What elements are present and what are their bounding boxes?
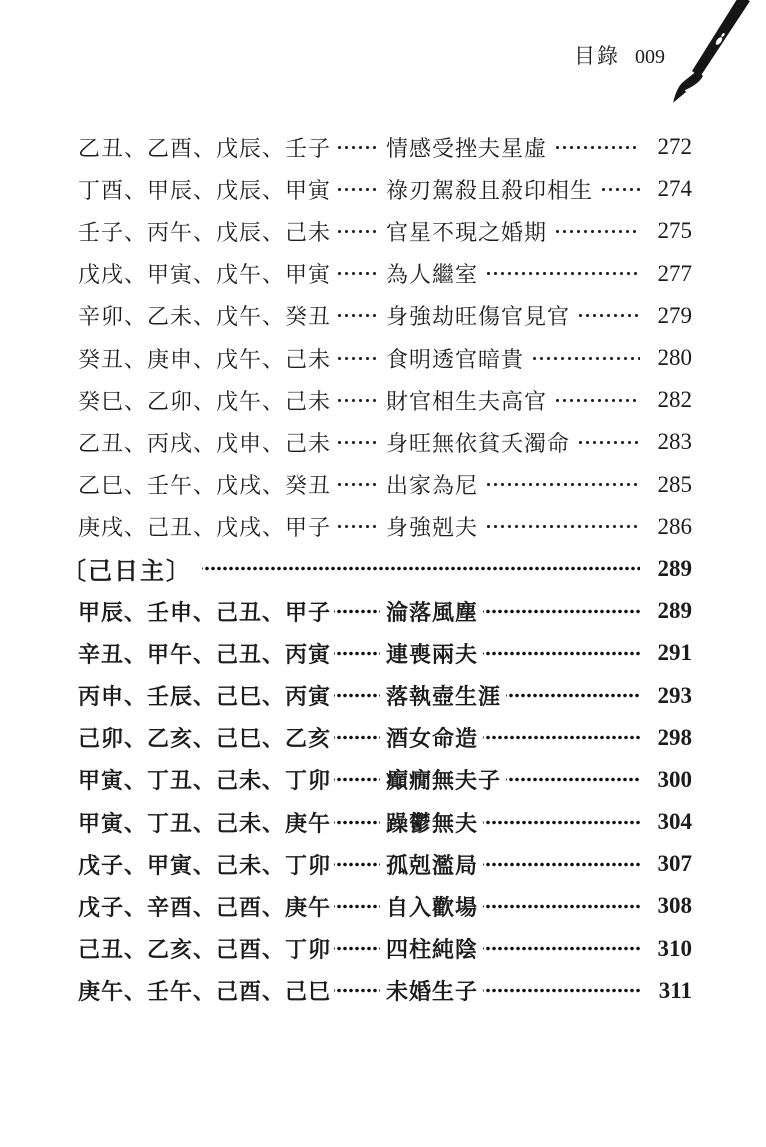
leader-dots <box>529 354 640 362</box>
toc-entry <box>62 632 692 674</box>
separator-dots <box>334 354 380 362</box>
toc-entry <box>62 464 692 506</box>
entry-title: 落執壺生涯 <box>386 684 502 710</box>
separator-dots <box>334 607 380 615</box>
entry-title: 身強劫旺傷官見官 <box>386 304 571 330</box>
entry-page-number: 283 <box>657 429 692 455</box>
leader-dots <box>598 185 640 193</box>
toc-entry <box>62 337 692 379</box>
leader-dots <box>483 902 640 910</box>
entry-title: 為人繼室 <box>386 262 479 288</box>
page-title: 目錄 <box>574 44 620 68</box>
entry-title: 癲癇無夫子 <box>386 768 502 794</box>
entry-page-number: 311 <box>658 977 692 1003</box>
entry-pillars: 己丑、乙亥、己酉、丁卯 <box>78 937 332 963</box>
leader-dots <box>575 438 640 446</box>
entry-pillars: 甲寅、丁丑、己未、庚午 <box>78 810 332 836</box>
separator-dots <box>334 734 380 742</box>
section-label: 〔己日主〕 <box>62 559 192 586</box>
entry-pillars: 丁酉、甲辰、戊辰、甲寅 <box>78 177 332 203</box>
entry-page-number: 298 <box>657 724 692 750</box>
entry-pillars: 庚午、壬午、己酉、己巳 <box>78 979 332 1005</box>
entry-pillars: 戊子、甲寅、己未、丁卯 <box>78 852 332 878</box>
entry-page-number: 310 <box>657 935 692 961</box>
entry-page-number: 279 <box>657 302 692 328</box>
separator-dots <box>334 945 380 953</box>
toc-entry <box>62 928 692 970</box>
separator-dots <box>334 523 380 531</box>
leader-dots <box>483 945 640 953</box>
entry-page-number: 293 <box>657 682 692 708</box>
toc-section-header <box>62 548 692 590</box>
entry-title: 未婚生子 <box>386 979 479 1005</box>
entry-title: 躁鬱無夫 <box>386 810 479 836</box>
entry-page-number: 286 <box>657 513 692 539</box>
toc-list <box>62 126 692 1012</box>
entry-title: 孤剋濫局 <box>386 852 479 878</box>
calligraphy-brush-icon <box>666 0 766 115</box>
leader-dots <box>483 523 640 531</box>
entry-page-number: 289 <box>657 598 692 624</box>
entry-pillars: 壬子、丙午、戊辰、己未 <box>78 219 332 245</box>
toc-entry <box>62 885 692 927</box>
entry-title: 官星不現之婚期 <box>386 219 548 245</box>
separator-dots <box>334 438 380 446</box>
leader-dots <box>483 270 640 278</box>
entry-page-number: 289 <box>657 555 692 581</box>
entry-page-number: 272 <box>657 134 692 160</box>
entry-title: 四柱純陰 <box>386 937 479 963</box>
entry-page-number: 282 <box>657 387 692 413</box>
entry-title: 祿刃駕殺且殺印相生 <box>386 177 594 203</box>
page-header <box>574 40 665 70</box>
entry-title: 連喪兩夫 <box>386 641 479 667</box>
header-page-number: 009 <box>635 46 665 68</box>
entry-page-number: 274 <box>657 176 692 202</box>
entry-pillars: 甲寅、丁丑、己未、丁卯 <box>78 768 332 794</box>
toc-entry <box>62 717 692 759</box>
separator-dots <box>334 396 380 404</box>
entry-pillars: 甲辰、壬申、己丑、甲子 <box>78 599 332 625</box>
separator-dots <box>334 692 380 700</box>
entry-pillars: 乙丑、丙戌、戊申、己未 <box>78 430 332 456</box>
leader-dots <box>506 776 640 784</box>
toc-entry <box>62 379 692 421</box>
entry-pillars: 乙丑、乙酉、戊辰、壬子 <box>78 135 332 161</box>
entry-title: 身旺無依貧夭濁命 <box>386 430 571 456</box>
leader-dots <box>552 396 640 404</box>
entry-pillars: 癸丑、庚申、戊午、己未 <box>78 346 332 372</box>
entry-pillars: 丙申、壬辰、己巳、丙寅 <box>78 684 332 710</box>
separator-dots <box>334 312 380 320</box>
entry-pillars: 癸巳、乙卯、戊午、己未 <box>78 388 332 414</box>
toc-entry <box>62 421 692 463</box>
entry-pillars: 戊子、辛酉、己酉、庚午 <box>78 894 332 920</box>
entry-page-number: 291 <box>657 640 692 666</box>
toc-entry <box>62 759 692 801</box>
entry-pillars: 庚戌、己丑、戊戌、甲子 <box>78 515 332 541</box>
entry-title: 出家為尼 <box>386 473 479 499</box>
entry-page-number: 277 <box>657 260 692 286</box>
entry-page-number: 280 <box>657 345 692 371</box>
separator-dots <box>334 987 380 995</box>
entry-page-number: 275 <box>657 218 692 244</box>
entry-pillars: 辛丑、甲午、己丑、丙寅 <box>78 641 332 667</box>
entry-page-number: 304 <box>657 809 692 835</box>
leader-dots <box>575 312 640 320</box>
entry-page-number: 300 <box>657 766 692 792</box>
toc-entry <box>62 970 692 1012</box>
toc-entry <box>62 506 692 548</box>
toc-entry <box>62 210 692 252</box>
separator-dots <box>334 902 380 910</box>
separator-dots <box>334 227 380 235</box>
leader-dots <box>506 692 640 700</box>
entry-pillars: 乙巳、壬午、戊戌、癸丑 <box>78 473 332 499</box>
toc-entry <box>62 843 692 885</box>
separator-dots <box>334 649 380 657</box>
entry-page-number: 285 <box>657 471 692 497</box>
toc-entry <box>62 253 692 295</box>
entry-pillars: 戊戌、甲寅、戊午、甲寅 <box>78 262 332 288</box>
separator-dots <box>334 185 380 193</box>
leader-dots <box>483 649 640 657</box>
leader-dots <box>552 227 640 235</box>
entry-title: 財官相生夫高官 <box>386 388 548 414</box>
leader-dots <box>552 143 640 151</box>
toc-entry <box>62 168 692 210</box>
separator-dots <box>334 860 380 868</box>
entry-title: 身強剋夫 <box>386 515 479 541</box>
toc-entry <box>62 126 692 168</box>
leader-dots <box>483 481 640 489</box>
separator-dots <box>334 776 380 784</box>
entry-title: 食明透官暗貴 <box>386 346 525 372</box>
entry-title: 淪落風塵 <box>386 599 479 625</box>
separator-dots <box>334 270 380 278</box>
entry-pillars: 辛卯、乙未、戊午、癸丑 <box>78 304 332 330</box>
separator-dots <box>334 818 380 826</box>
entry-title: 自入歡場 <box>386 894 479 920</box>
toc-entry <box>62 801 692 843</box>
toc-entry <box>62 295 692 337</box>
entry-title: 酒女命造 <box>386 726 479 752</box>
entry-page-number: 307 <box>657 851 692 877</box>
separator-dots <box>334 143 380 151</box>
leader-dots <box>483 818 640 826</box>
leader-dots <box>483 734 640 742</box>
entry-title: 情感受挫夫星虛 <box>386 135 548 161</box>
entry-pillars: 己卯、乙亥、己巳、乙亥 <box>78 726 332 752</box>
entry-page-number: 308 <box>657 893 692 919</box>
separator-dots <box>334 481 380 489</box>
leader-dots <box>202 565 640 573</box>
toc-entry <box>62 674 692 716</box>
leader-dots <box>483 860 640 868</box>
leader-dots <box>483 607 640 615</box>
toc-entry <box>62 590 692 632</box>
leader-dots <box>483 987 640 995</box>
